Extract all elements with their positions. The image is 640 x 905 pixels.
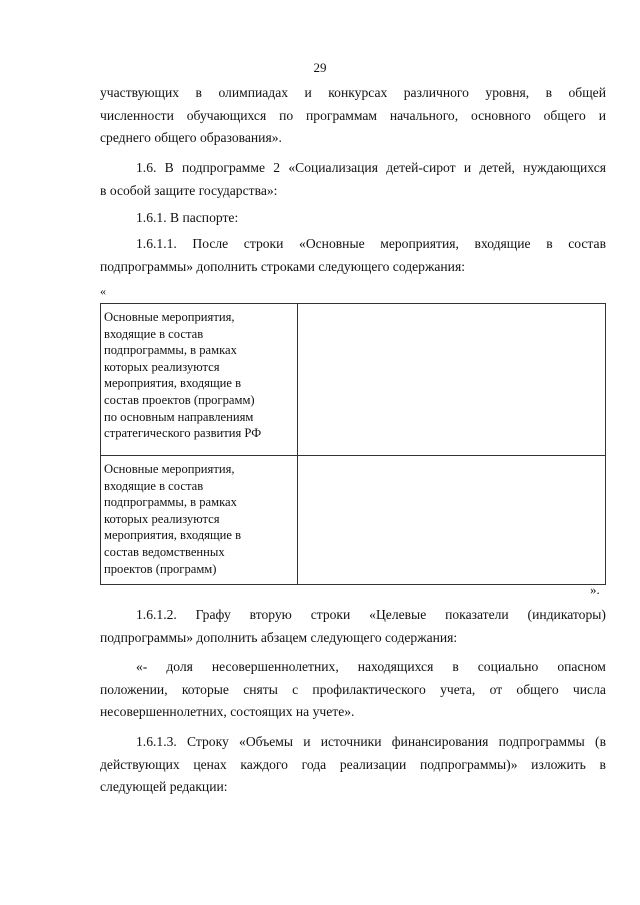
word: 1.6.1.3. bbox=[136, 734, 177, 749]
row-value-cell bbox=[298, 456, 606, 585]
table-row bbox=[101, 456, 606, 585]
word: «- bbox=[136, 659, 148, 674]
word: с bbox=[292, 681, 299, 697]
text-line: 1.6. В подпрограмме 2 «Социализация детей-сирот и детей, нуждающихся bbox=[136, 160, 606, 175]
word: действующих bbox=[100, 756, 180, 772]
row-label-cell: Основные мероприятия, входящие в состав подпрограммы, в рамках которых реализуются мероприятия, входящие в состав проектов (программ) по основным направлениям стратегического развития РФ bbox=[101, 304, 298, 456]
word: 1.6.1.2. bbox=[136, 607, 177, 622]
word: Графу bbox=[195, 607, 231, 622]
word: источники bbox=[320, 734, 382, 749]
paragraph-1-6 bbox=[100, 157, 606, 202]
word: находящихся bbox=[357, 659, 434, 674]
word: в bbox=[452, 659, 459, 674]
word: и bbox=[303, 734, 311, 749]
word: строки bbox=[310, 607, 351, 622]
word: Строку bbox=[187, 734, 229, 749]
word: которые bbox=[181, 681, 229, 697]
word: ценах bbox=[193, 756, 227, 772]
word: каждого bbox=[240, 756, 288, 772]
word: реализации bbox=[339, 756, 407, 772]
text-line-justified bbox=[100, 731, 606, 754]
word: сняты bbox=[243, 681, 278, 697]
paragraph-1-6-1-2 bbox=[100, 604, 606, 649]
word: несовершеннолетних, bbox=[211, 659, 339, 674]
word: учета, bbox=[440, 681, 476, 697]
text-line: среднего общего образования». bbox=[100, 130, 282, 145]
text-line: численности обучающихся по программам начального, основного общего и bbox=[100, 107, 606, 123]
word: опасном bbox=[557, 659, 606, 674]
text-line: подпрограммы» дополнить абзацем следующего содержания: bbox=[100, 629, 458, 645]
text-line: подпрограммы» дополнить строками следующего содержания: bbox=[100, 258, 465, 274]
word: (в bbox=[595, 734, 606, 749]
inserted-rows-table bbox=[100, 303, 606, 585]
row-label-cell: Основные мероприятия, входящие в состав подпрограммы, в рамках которых реализуются мероприятия, входящие в состав ведомственных проектов (программ) bbox=[101, 456, 298, 585]
text-line-justified bbox=[100, 656, 606, 679]
word: вторую bbox=[249, 607, 292, 622]
word: социально bbox=[477, 659, 539, 674]
text-line: несовершеннолетних, состоящих на учете». bbox=[100, 704, 355, 719]
word: профилактического bbox=[312, 681, 426, 697]
text-line-justified bbox=[100, 754, 606, 777]
word: от bbox=[489, 681, 503, 697]
page-number: 29 bbox=[313, 60, 327, 75]
text-line: 1.6.1. В паспорте: bbox=[136, 210, 239, 225]
word: изложить bbox=[531, 756, 586, 772]
paragraph-1-6-1-3 bbox=[100, 731, 606, 799]
row-value-cell bbox=[298, 304, 606, 456]
word: подпрограммы)» bbox=[419, 756, 518, 772]
text-line: 1.6.1.1. После строки «Основные мероприятия, входящие в состав bbox=[136, 236, 606, 251]
text-line: участвующих в олимпиадах и конкурсах различного уровня, в общей bbox=[100, 85, 606, 100]
word: «Целевые bbox=[369, 607, 427, 622]
word: доля bbox=[166, 659, 193, 674]
word: года bbox=[301, 756, 327, 772]
word: подпрограммы bbox=[498, 734, 585, 749]
text-line-justified bbox=[100, 679, 606, 702]
text-line: следующей редакции: bbox=[100, 779, 228, 794]
word: (индикаторы) bbox=[527, 607, 606, 622]
text-line-justified bbox=[100, 604, 606, 627]
text-line: в особой защите государства»: bbox=[100, 182, 278, 198]
table-row bbox=[101, 304, 606, 456]
paragraph-1-6-1 bbox=[100, 207, 606, 230]
quote-close-mark: ». bbox=[590, 582, 600, 597]
word: финансирования bbox=[391, 734, 489, 749]
quote-open-mark: « bbox=[100, 284, 106, 298]
word: числа bbox=[572, 681, 606, 697]
paragraph-continuation bbox=[100, 82, 606, 150]
paragraph-quote-indicator bbox=[100, 656, 606, 724]
word: показатели bbox=[445, 607, 509, 622]
word: в bbox=[599, 756, 606, 772]
paragraph-1-6-1-1 bbox=[100, 233, 606, 278]
word: общего bbox=[516, 681, 559, 697]
word: положении, bbox=[100, 681, 168, 697]
word: «Объемы bbox=[239, 734, 294, 749]
